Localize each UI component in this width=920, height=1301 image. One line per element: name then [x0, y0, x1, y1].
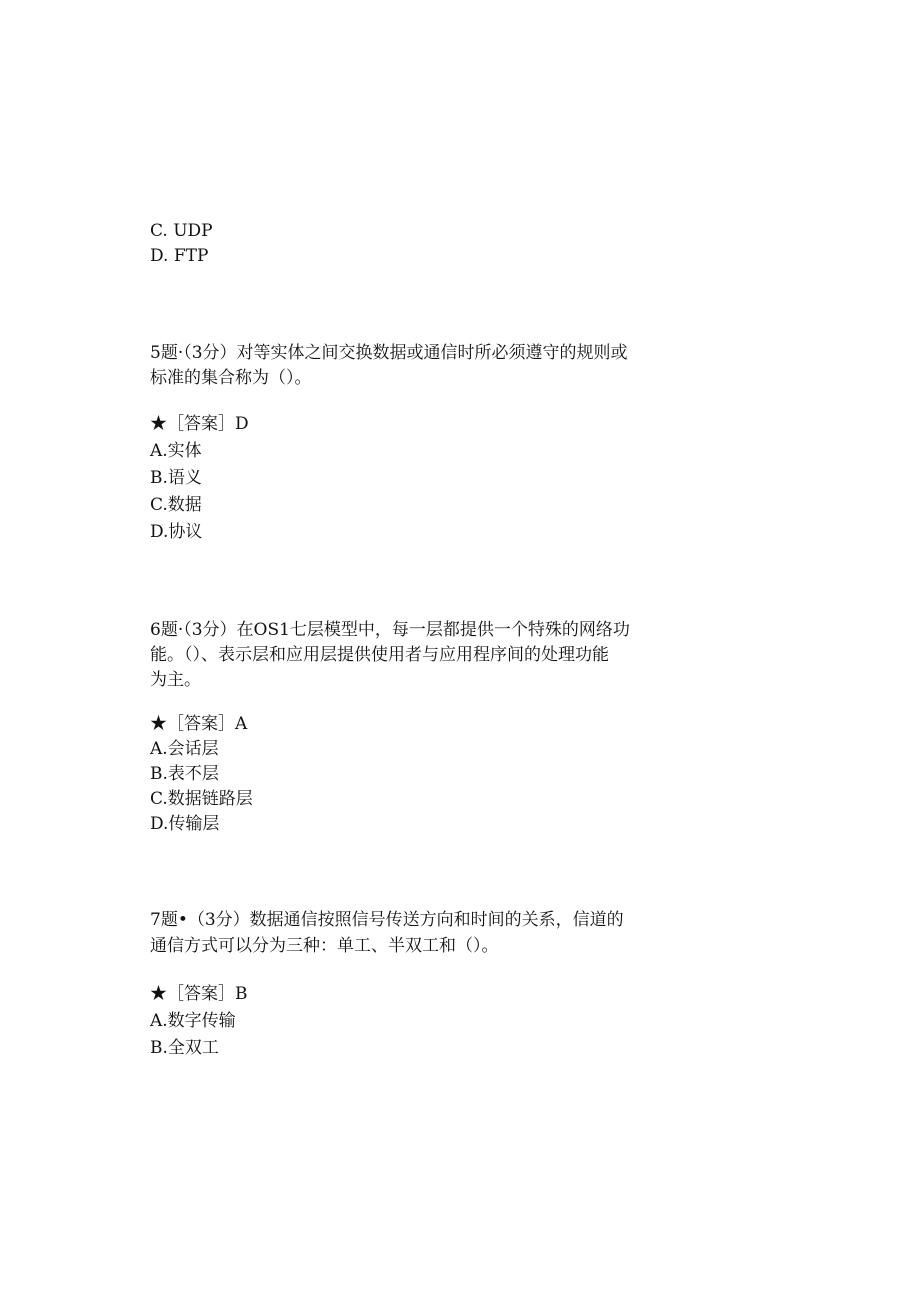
q5-option-a: A.实体: [150, 441, 202, 461]
q6-option-b: B.表不层: [150, 764, 219, 784]
q7-option-a: A.数字传输: [150, 1011, 236, 1031]
q6-option-d: D.传输层: [150, 814, 220, 834]
q6-stem-line-3: 为主。: [150, 670, 201, 690]
q5-option-d: D.协议: [150, 522, 203, 542]
q5-answer: ★［答案］D: [150, 414, 249, 434]
q5-stem-line-1: 5题·（3分）对等实体之间交换数据或通信时所必须遵守的规则或: [150, 343, 628, 363]
q6-stem-line-2: 能。（）、表示层和应用层提供使用者与应用程序间的处理功能: [150, 645, 609, 665]
prev-option-c: C. UDP: [150, 221, 213, 241]
q6-answer: ★［答案］A: [150, 714, 248, 734]
q7-option-b: B.全双工: [150, 1038, 219, 1058]
q6-option-a: A.会话层: [150, 739, 219, 759]
prev-option-d: D. FTP: [150, 246, 209, 266]
q7-answer: ★［答案］B: [150, 984, 248, 1004]
q7-stem-line-1: 7题•（3分）数据通信按照信号传送方向和时间的关系，信道的: [150, 910, 624, 930]
q5-stem-line-2: 标准的集合称为（）。: [150, 368, 312, 388]
q5-option-c: C.数据: [150, 495, 202, 515]
q7-stem-line-2: 通信方式可以分为三种：单工、半双工和（）。: [150, 936, 499, 956]
q6-option-c: C.数据链路层: [150, 789, 253, 809]
q5-option-b: B.语义: [150, 468, 202, 488]
q6-stem-line-1: 6题·（3分）在OS1七层模型中，每一层都提供一个特殊的网络功: [150, 620, 630, 640]
